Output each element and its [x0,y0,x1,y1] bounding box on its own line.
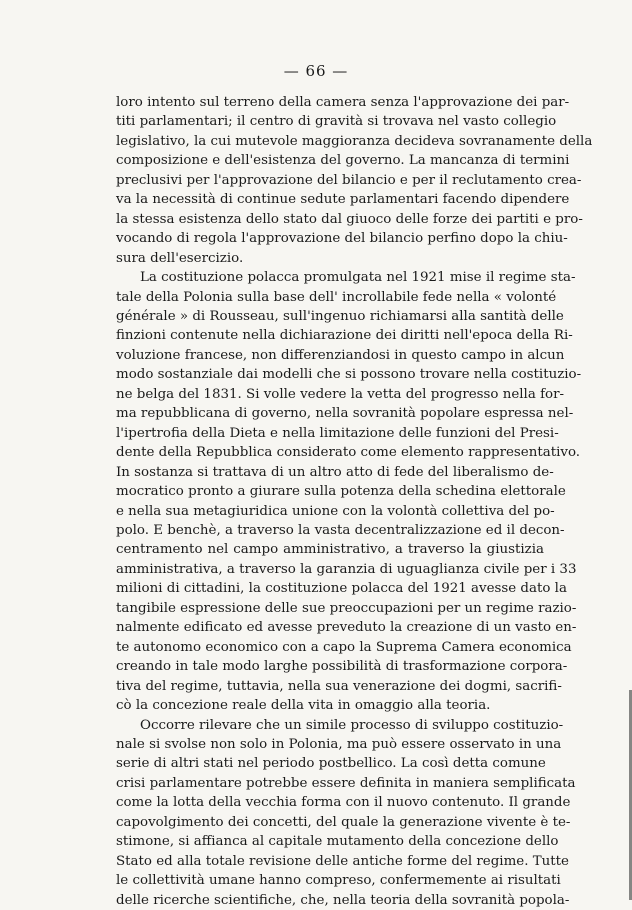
text-line: loro intento sul terreno della camera senza l'approvazione dei par- [116,93,544,112]
text-line: creando in tale modo larghe possibilità di trasformazione corpora- [116,657,544,676]
text-line: preclusivi per l'approvazione del bilancio e per il reclutamento crea- [116,171,544,190]
text-line: finzioni contenute nella dichiarazione dei diritti nell'epoca della Ri- [116,326,544,345]
text-line: dente della Repubblica considerato come elemento rappresentativo. [116,443,544,462]
text-line: legislativo, la cui mutevole maggioranza decideva sovranamente della [116,132,544,151]
text-line: e nella sua metagiuridica unione con la volontà collettiva del po- [116,502,544,521]
text-line: La costituzione polacca promulgata nel 1921 mise il regime sta- [116,268,544,287]
text-line: te autonomo economico con a capo la Suprema Camera economica [116,638,544,657]
text-line: composizione e dell'esistenza del governo. La mancanza di termini [116,151,544,170]
text-line: l'ipertrofia della Dieta e nella limitazione delle funzioni del Presi- [116,424,544,443]
text-line: capovolgimento dei concetti, del quale la generazione vivente è te- [116,813,544,832]
text-line: la stessa esistenza dello stato dal giuoco delle forze dei partiti e pro- [116,210,544,229]
text-line: générale » di Rousseau, sull'ingenuo richiamarsi alla santità delle [116,307,544,326]
text-line: amministrativa, a traverso la garanzia di uguaglianza civile per i 33 [116,560,544,579]
text-line: ma repubblicana di governo, nella sovranità popolare espressa nel- [116,404,544,423]
text-line: va la necessità di continue sedute parlamentari facendo dipendere [116,190,544,209]
text-line: Stato ed alla totale revisione delle antiche forme del regime. Tutte [116,852,544,871]
body-text [116,93,544,910]
page-number: — 66 — [0,62,632,80]
text-line: sura dell'esercizio. [116,249,544,268]
text-line: tangibile espressione delle sue preoccupazioni per un regime razio- [116,599,544,618]
text-line: le collettività umane hanno compreso, confermemente ai risultati [116,871,544,890]
text-line: polo. E benchè, a traverso la vasta decentralizzazione ed il decon- [116,521,544,540]
text-line: serie di altri stati nel periodo postbellico. La così detta comune [116,754,544,773]
paragraph [116,93,544,268]
text-line: vocando di regola l'approvazione del bilancio perfino dopo la chiu- [116,229,544,248]
text-line: titi parlamentari; il centro di gravità si trovava nel vasto collegio [116,112,544,131]
text-line: Occorre rilevare che un simile processo di sviluppo costituzio- [116,716,544,735]
text-line: nalmente edificato ed avesse preveduto la creazione di un vasto en- [116,618,544,637]
text-line: ne belga del 1831. Si volle vedere la vetta del progresso nella for- [116,385,544,404]
text-line: modo sostanziale dai modelli che si possono trovare nella costituzio- [116,365,544,384]
text-line: stimone, si affianca al capitale mutamento della concezione dello [116,832,544,851]
text-line: tale della Polonia sulla base dell' incrollabile fede nella « volonté [116,288,544,307]
text-line: tiva del regime, tuttavia, nella sua venerazione dei dogmi, sacrifi- [116,677,544,696]
text-line: cò la concezione reale della vita in omaggio alla teoria. [116,696,544,715]
text-line: In sostanza si trattava di un altro atto di fede del liberalismo de- [116,463,544,482]
paragraph [116,716,544,910]
paragraph [116,268,544,715]
text-line: milioni di cittadini, la costituzione polacca del 1921 avesse dato la [116,579,544,598]
text-line: nale si svolse non solo in Polonia, ma può essere osservato in una [116,735,544,754]
text-line: voluzione francese, non differenziandosi in questo campo in alcun [116,346,544,365]
text-line: delle ricerche scientifiche, che, nella teoria della sovranità popola- [116,891,544,910]
text-line: centramento nel campo amministrativo, a traverso la giustizia [116,540,544,559]
text-line: come la lotta della vecchia forma con il nuovo contenuto. Il grande [116,793,544,812]
text-line: crisi parlamentare potrebbe essere definita in maniera semplificata [116,774,544,793]
text-line: mocratico pronto a giurare sulla potenza della schedina elettorale [116,482,544,501]
